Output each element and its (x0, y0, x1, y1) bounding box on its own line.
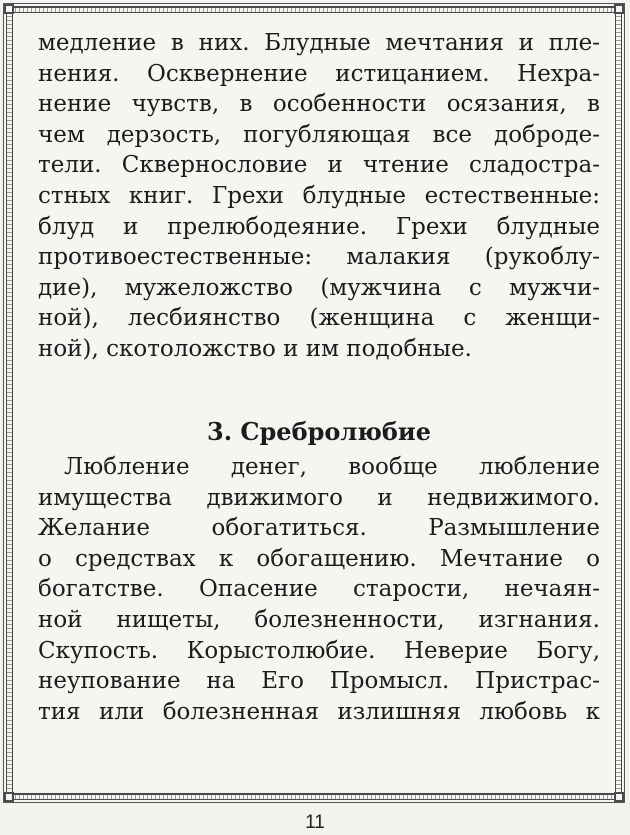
page-number: 11 (305, 812, 325, 833)
text-line: стных книг. Грехи блудные естественные: (38, 182, 600, 209)
text-line: нение чувств, в особенности осязания, в (38, 91, 600, 118)
text-line: ной), скотоложство и им подобные. (38, 335, 472, 362)
text-line: ной), лесбиянство (женщина с женщи- (38, 305, 600, 332)
bottom-border-ornament (4, 793, 624, 800)
section-2-text (38, 452, 600, 727)
text-line: блуд и прелюбодеяние. Грехи блудные (38, 213, 600, 240)
section-1-text (38, 28, 600, 365)
corner-ornament (4, 4, 14, 14)
text-line: Любление денег, вообще любление (64, 454, 600, 480)
text-line: тия или болезненная излишняя любовь к (38, 698, 600, 725)
text-line: нения. Осквернение истицанием. Нехра- (38, 60, 600, 87)
text-line: чем дерзость, погубляющая все доброде- (38, 121, 600, 148)
text-line: Желание обогатиться. Размышление (38, 515, 600, 542)
top-border-ornament (4, 6, 624, 13)
text-line: медление в них. Блудные мечтания и пле- (38, 30, 600, 56)
left-border-ornament (6, 14, 13, 792)
text-line: неупование на Его Промысл. Пристрас- (38, 668, 600, 695)
right-border-ornament (615, 14, 622, 792)
section-heading: 3. Сребролюбие (207, 417, 431, 446)
text-line: противоестественные: малакия (рукоблу- (38, 244, 600, 271)
corner-ornament (614, 4, 624, 14)
text-line: богатстве. Опасение старости, нечаян- (38, 576, 600, 603)
text-line: Скупость. Корыстолюбие. Неверие Богу, (38, 637, 600, 664)
corner-ornament (4, 792, 14, 802)
text-line: о средствах к обогащению. Мечтание о (38, 545, 600, 572)
text-line: имущества движимого и недвижимого. (38, 484, 600, 511)
text-line: тели. Сквернословие и чтение сладостра- (38, 152, 600, 179)
corner-ornament (614, 792, 624, 802)
text-line: дие), мужеложство (мужчина с мужчи- (38, 274, 600, 301)
text-line: ной нищеты, болезненности, изгнания. (38, 606, 600, 633)
